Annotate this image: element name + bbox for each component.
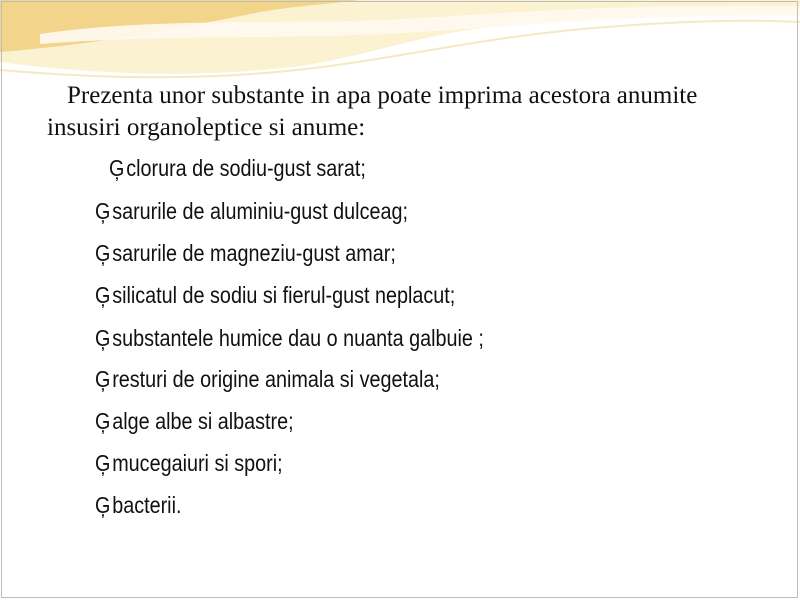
list-item: [95, 403, 294, 439]
list-item: [95, 320, 484, 356]
bullet-symbol: Ģ: [95, 366, 111, 392]
bullet-symbol: Ģ: [95, 492, 111, 518]
list-item: [95, 487, 181, 523]
list-item: [95, 277, 455, 313]
list-item-text: resturi de origine animala si vegetala;: [112, 366, 440, 392]
list-item-text: mucegaiuri si spori;: [112, 450, 283, 476]
list-item-text: sarurile de aluminiu-gust dulceag;: [112, 198, 408, 224]
bullet-symbol: Ģ: [109, 155, 125, 181]
list-item: [95, 235, 396, 271]
list-item-text: sarurile de magneziu-gust amar;: [112, 240, 396, 266]
bullet-symbol: Ģ: [95, 240, 111, 266]
intro-paragraph: Prezenta unor substante in apa poate imprima acestora anumite insusiri organoleptice si anume:: [47, 82, 698, 141]
list-item-text: alge albe si albastre;: [112, 408, 294, 434]
list-item: [95, 445, 283, 481]
list-item-text: clorura de sodiu-gust sarat;: [126, 155, 366, 181]
bullet-symbol: Ģ: [95, 198, 111, 224]
list-item: [95, 361, 440, 397]
list-item-text: silicatul de sodiu si fierul-gust neplacut;: [112, 282, 456, 308]
list-item: [109, 150, 366, 186]
list-item-text: substantele humice dau o nuanta galbuie ;: [112, 325, 484, 351]
bullet-symbol: Ģ: [95, 282, 111, 308]
list-item: [95, 193, 408, 229]
bullet-symbol: Ģ: [95, 450, 111, 476]
list-item-text: bacterii.: [112, 492, 182, 518]
bullet-symbol: Ģ: [95, 325, 111, 351]
bullet-symbol: Ģ: [95, 408, 111, 434]
